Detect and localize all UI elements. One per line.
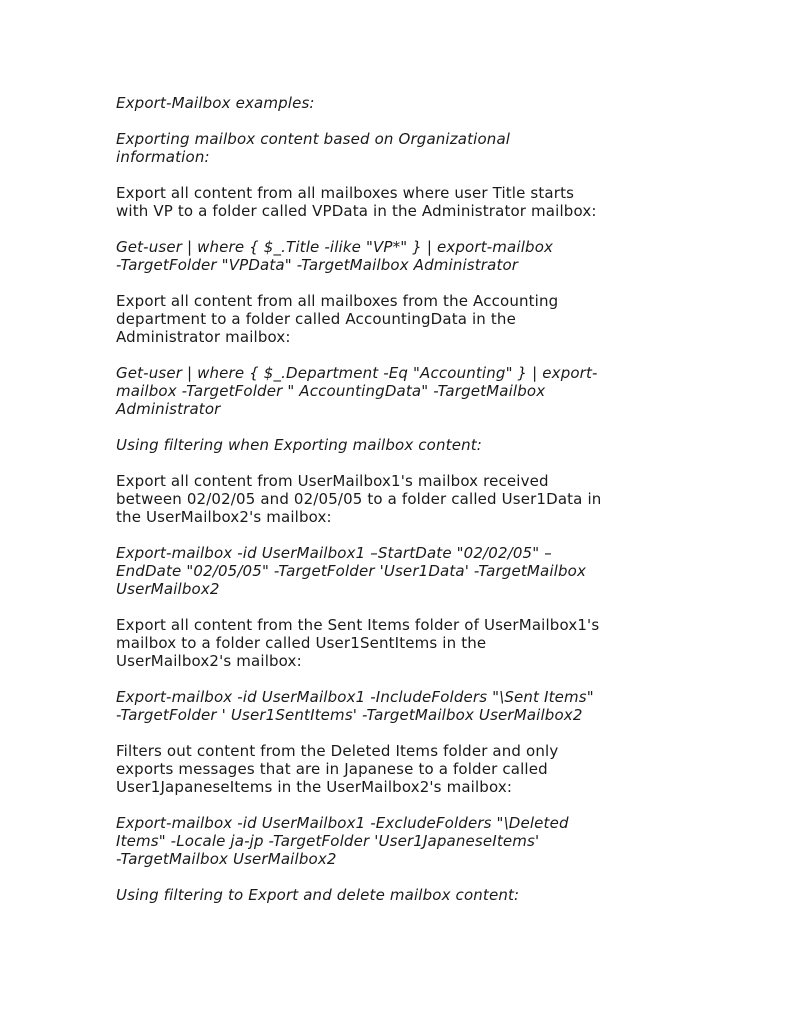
text-line: -TargetMailbox UserMailbox2	[116, 850, 337, 868]
text-line: UserMailbox2's mailbox:	[116, 652, 302, 670]
text-line: EndDate "02/05/05" -TargetFolder 'User1Data' -TargetMailbox	[116, 562, 586, 580]
text-line: Export all content from all mailboxes where user Title starts	[116, 184, 575, 202]
text-line: mailbox to a folder called User1SentItems in the	[116, 634, 487, 652]
text-line: Exporting mailbox content based on Organizational	[116, 130, 511, 148]
text-line: Export all content from all mailboxes from the Accounting	[116, 292, 559, 310]
paragraph-deleted-items-description	[116, 742, 686, 796]
text-line: -TargetFolder ' User1SentItems' -TargetMailbox UserMailbox2	[116, 706, 583, 724]
text-line: the UserMailbox2's mailbox:	[116, 508, 332, 526]
code-accounting-command	[116, 364, 686, 418]
text-line: Get-user | where { $_.Department -Eq "Accounting" } | export-	[116, 364, 598, 382]
heading-filtering-export	[116, 436, 686, 454]
code-vp-command	[116, 238, 686, 274]
text-line: Using filtering when Exporting mailbox content:	[116, 436, 482, 454]
text-line: Administrator	[116, 400, 221, 418]
text-line: Get-user | where { $_.Title -ilike "VP*" } | export-mailbox	[116, 238, 554, 256]
paragraph-accounting-description	[116, 292, 686, 346]
text-line: between 02/02/05 and 02/05/05 to a folder called User1Data in	[116, 490, 602, 508]
text-line: Export-Mailbox examples:	[116, 94, 315, 112]
text-line: Export-mailbox -id UserMailbox1 –StartDate "02/02/05" –	[116, 544, 552, 562]
text-line: exports messages that are in Japanese to a folder called	[116, 760, 548, 778]
text-line: information:	[116, 148, 210, 166]
heading-export-mailbox-examples	[116, 94, 686, 112]
code-deleted-items-command	[116, 814, 686, 868]
text-line: Export-mailbox -id UserMailbox1 -ExcludeFolders "\Deleted	[116, 814, 569, 832]
text-line: Export all content from UserMailbox1's mailbox received	[116, 472, 549, 490]
text-line: Administrator mailbox:	[116, 328, 291, 346]
text-line: UserMailbox2	[116, 580, 220, 598]
paragraph-vp-description	[116, 184, 686, 220]
text-line: Using filtering to Export and delete mailbox content:	[116, 886, 520, 904]
code-sent-items-command	[116, 688, 686, 724]
text-line: User1JapaneseItems in the UserMailbox2's mailbox:	[116, 778, 513, 796]
text-line: department to a folder called AccountingData in the	[116, 310, 516, 328]
text-line: Export all content from the Sent Items folder of UserMailbox1's	[116, 616, 600, 634]
heading-organizational-info	[116, 130, 686, 166]
text-line: Filters out content from the Deleted Items folder and only	[116, 742, 559, 760]
text-line: Items" -Locale ja-jp -TargetFolder 'User1JapaneseItems'	[116, 832, 540, 850]
text-line: Export-mailbox -id UserMailbox1 -IncludeFolders "\Sent Items"	[116, 688, 594, 706]
paragraph-sent-items-description	[116, 616, 686, 670]
heading-filtering-export-delete	[116, 886, 686, 904]
code-date-range-command	[116, 544, 686, 598]
text-line: -TargetFolder "VPData" -TargetMailbox Administrator	[116, 256, 519, 274]
document-page	[116, 94, 686, 922]
text-line: with VP to a folder called VPData in the Administrator mailbox:	[116, 202, 597, 220]
text-line: mailbox -TargetFolder " AccountingData" -TargetMailbox	[116, 382, 546, 400]
paragraph-date-range-description	[116, 472, 686, 526]
